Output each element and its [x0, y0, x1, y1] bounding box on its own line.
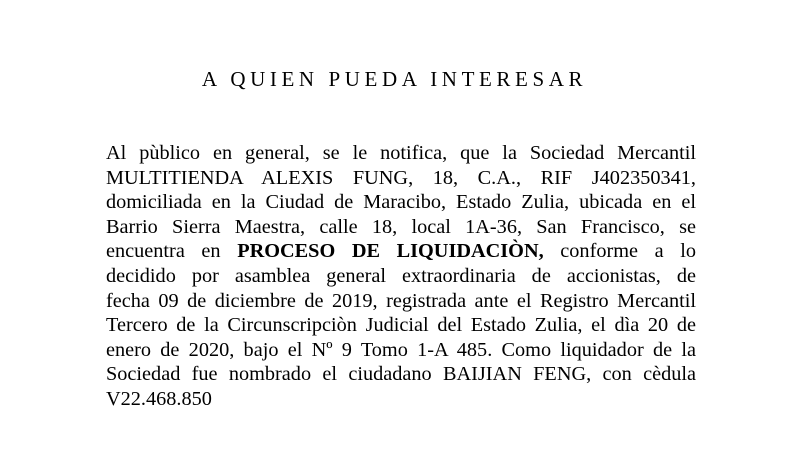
- paragraph-line-5-end: conforme a lo: [560, 240, 696, 263]
- document-title: A QUIEN PUEDA INTERESAR: [201, 67, 588, 91]
- paragraph-line-7: fecha 09 de diciembre de 2019, registrada ante el Registro Mercantil: [106, 289, 696, 312]
- paragraph-line-11: V22.468.850: [106, 387, 212, 410]
- paragraph-line-5: [106, 239, 696, 264]
- paragraph-line-4: Barrio Sierra Maestra, calle 18, local 1A-36, San Francisco, se: [106, 215, 696, 238]
- paragraph-line-3: domiciliada en la Ciudad de Maracibo, Estado Zulia, ubicada en el: [106, 191, 696, 214]
- paragraph-line-9: enero de 2020, bajo el Nº 9 Tomo 1-A 485. Como liquidador de la: [106, 338, 696, 361]
- liquidation-process-label: PROCESO DE LIQUIDACIÒN,: [237, 240, 544, 263]
- paragraph-line-1: Al pùblico en general, se le notifica, que la Sociedad Mercantil: [106, 142, 696, 164]
- paragraph-line-5-start: encuentra en: [106, 240, 221, 263]
- paragraph-line-6: decidido por asamblea general extraordinaria de accionistas, de: [106, 264, 696, 287]
- paragraph-line-10: Sociedad fue nombrado el ciudadano BAIJIAN FENG, con cèdula: [106, 363, 696, 386]
- paragraph-line-2: MULTITIENDA ALEXIS FUNG, 18, C.A., RIF J402350341,: [106, 166, 696, 189]
- paragraph-line-8: Tercero de la Circunscripciòn Judicial del Estado Zulia, el dìa 20 de: [106, 314, 696, 337]
- notice-paragraph: [106, 141, 696, 412]
